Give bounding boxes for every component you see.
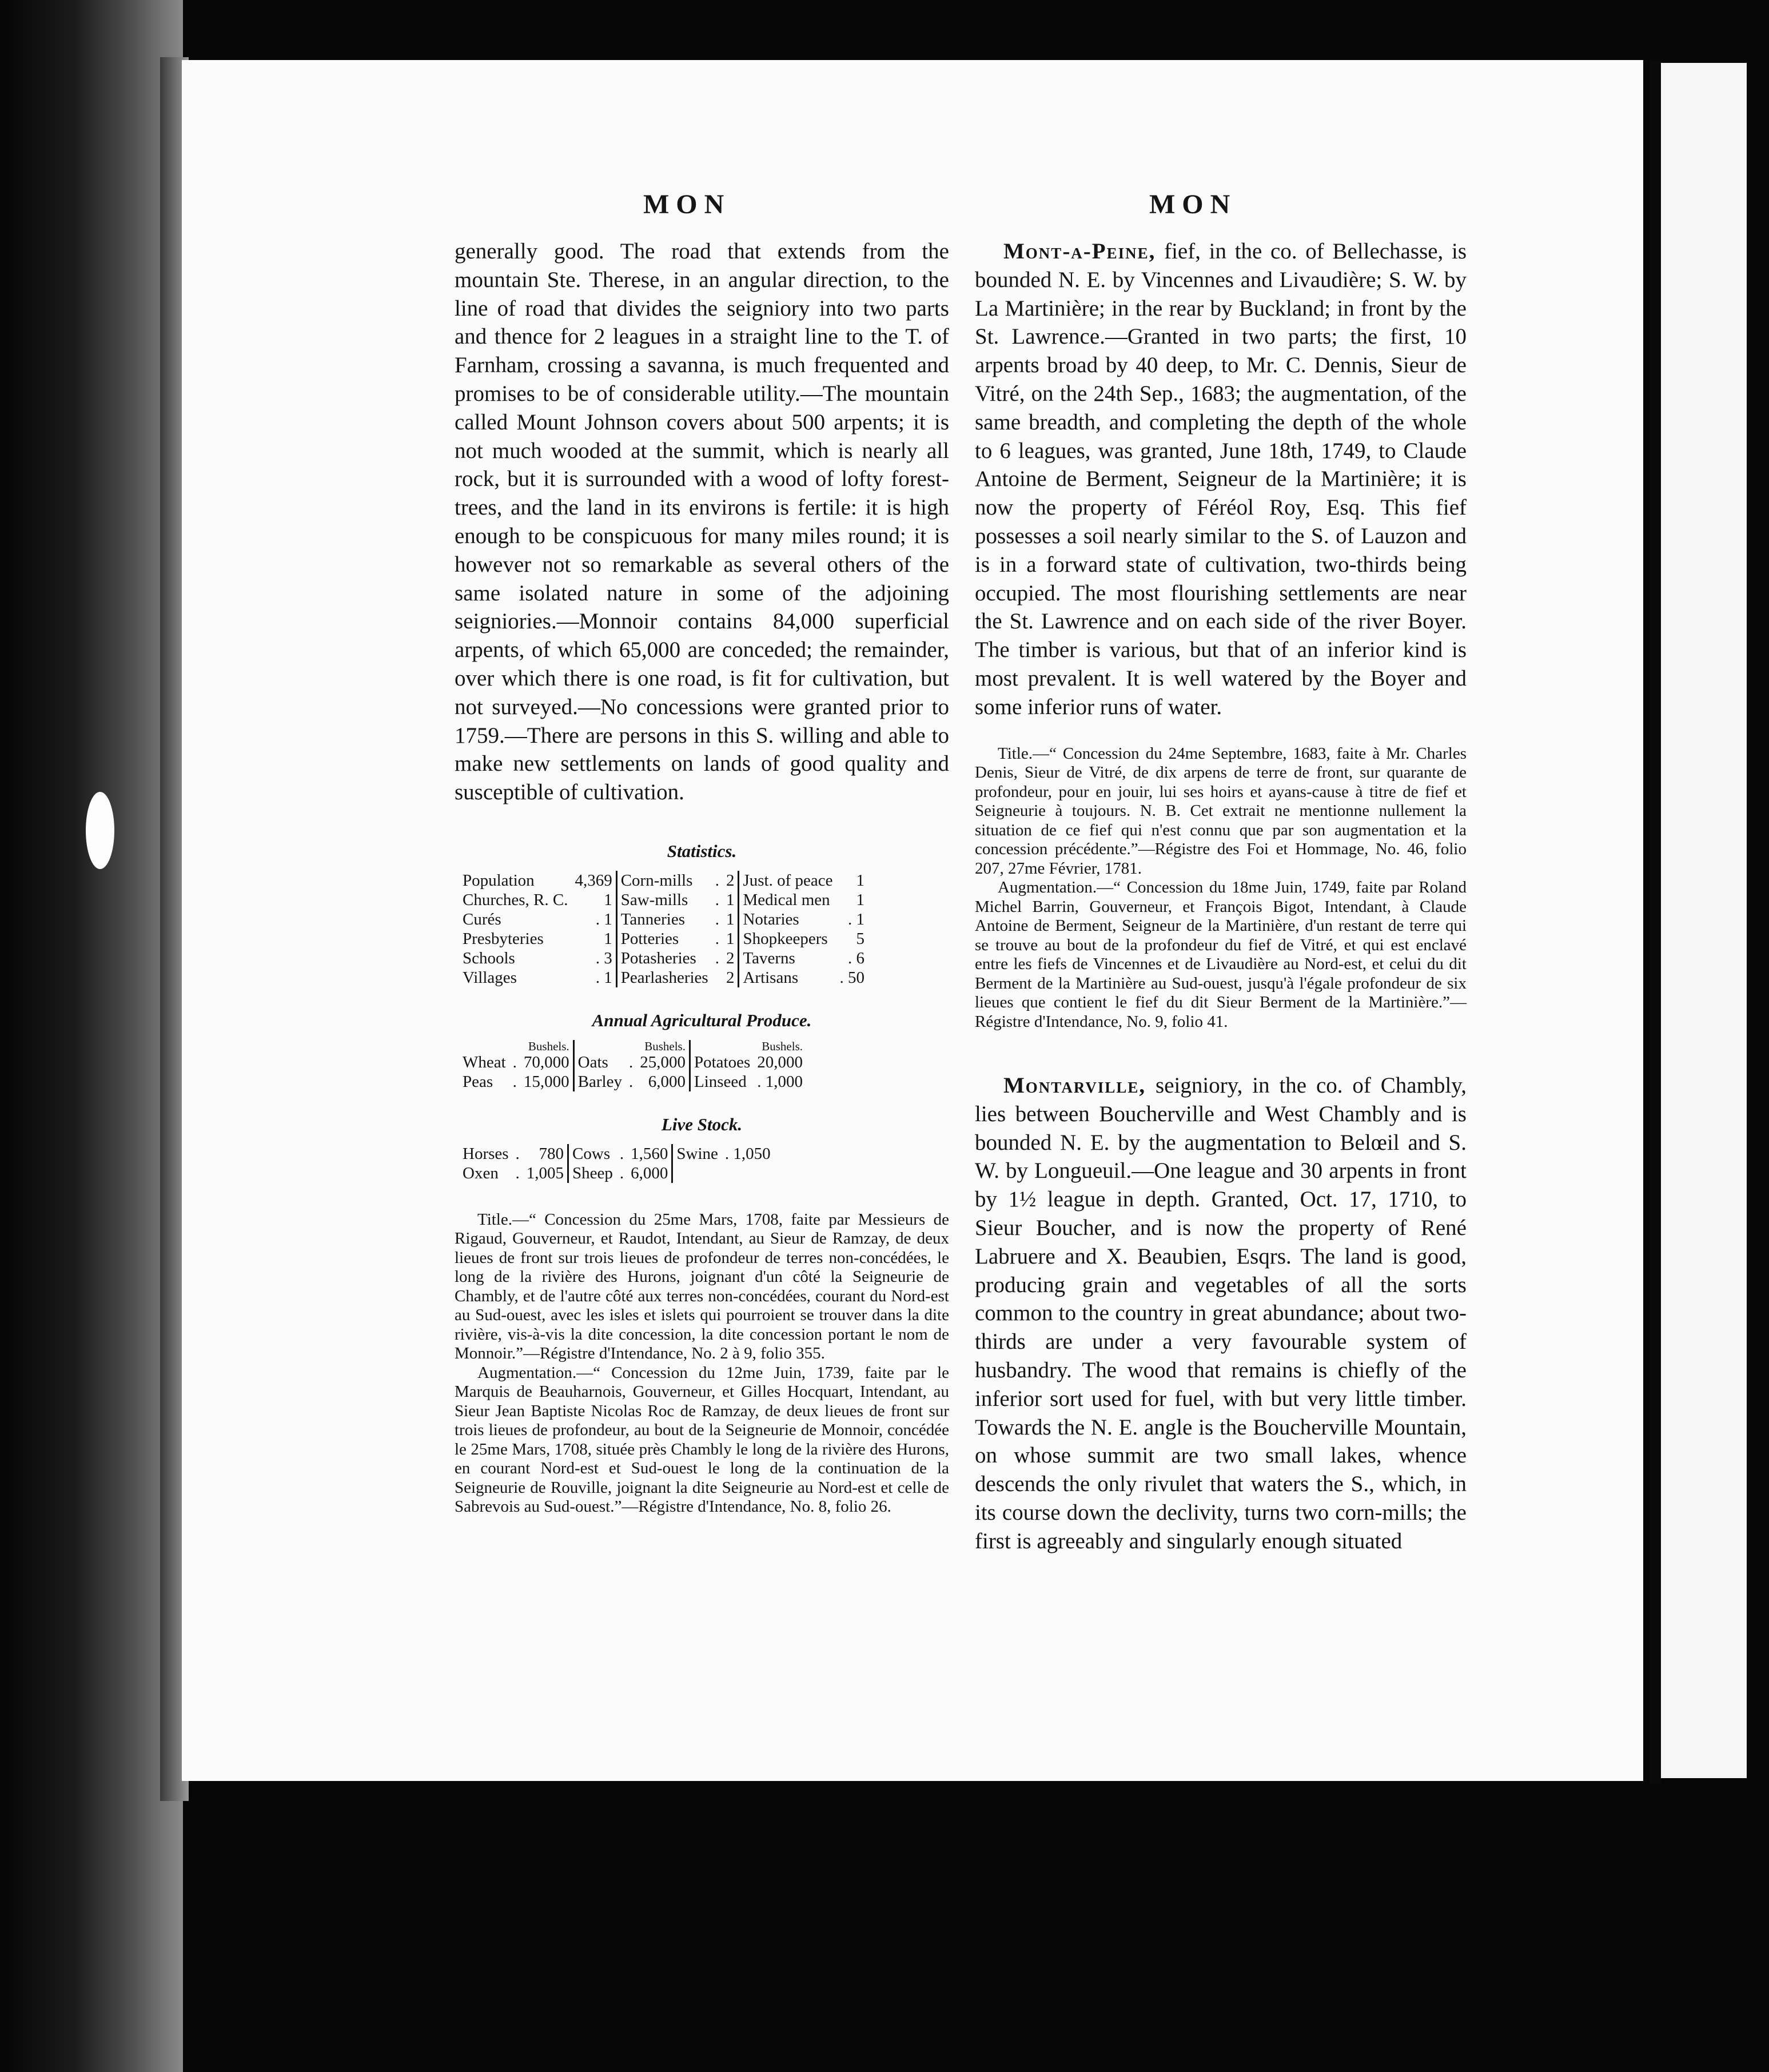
table-cell: Artisans: [743, 968, 799, 987]
table-cell: Potasheries: [620, 949, 696, 967]
entry-text: seigniory, in the co. of Chambly, lies between Boucherville and West Chambly and is bounded N. E. by the augmentation to Belœil and S. W. by Longueuil.—One league and 30 arpents in front by 1½ league in depth. Granted, Oct. 17, 1710, to Sieur Boucher, and is now the property of René Labruere and X. Beaubien, Esqrs. The land is good, producing grain and vegetables of all the sorts common to the country in great abundance; about two-thirds are under a very favourable system of husbandry. The wood that remains is chiefly of the inferior sort used for fuel, with but very little timber. Towards the N. E. angle is the Boucherville Mountain, on whose summit are two small lakes, whence descends the only rivulet that waters the S., which, in its course down the declivity, turns two corn-mills; the first is agreeably and singularly enough situated: [975, 1073, 1467, 1553]
table-cell: Swine: [676, 1144, 718, 1163]
right-column: [975, 237, 1467, 1556]
table-cell: .: [715, 890, 719, 909]
table-cell: Sheep: [572, 1163, 613, 1182]
table-cell: Cows: [572, 1144, 611, 1163]
right-running-head: MON: [1149, 189, 1237, 220]
table-cell: 1: [571, 890, 616, 910]
left-body: [455, 237, 949, 807]
table-cell: Oats: [577, 1053, 608, 1071]
table-cell: 1: [723, 929, 739, 949]
table-cell: [625, 1040, 636, 1053]
table-cell: 1,560: [627, 1144, 672, 1163]
table-cell: 1: [571, 929, 616, 949]
table-cell: Taverns: [743, 949, 795, 967]
title-note: Title.—“ Concession du 25me Mars, 1708, faite par Messieurs de Rigaud, Gouverneur, et Raudot, Intendant, au Sieur de Ramzay, de deux lieues de front sur trois lieues de profondeur de terres non-concédées, le long de la rivière des Hurons, joignant d'un côté la Seigneurie de Chambly, et de l'autre côté aux terres non-concédées, courant du Nord-est au Sud-ouest, avec les isles et islets qui pourroient se trouver dans la dite rivière, vis-à-vis la dite concession, la dite concession portant le nom de Monnoir.”—Régistre d'Intendance, No. 2 à 9, folio 355.: [455, 1210, 949, 1363]
entry-mont-a-peine: [975, 237, 1467, 722]
table-cell: . 3: [571, 949, 616, 968]
table-cell: .: [512, 1053, 517, 1071]
table-cell: [573, 1040, 625, 1053]
table-cell: 2: [723, 871, 739, 890]
table-cell: Corn-mills: [620, 871, 693, 890]
table-row: [459, 929, 868, 949]
table-cell: 25,000: [636, 1053, 690, 1072]
augmentation-note: Augmentation.—“ Concession du 18me Juin, 1749, faite par Roland Michel Barrin, Gouverneur, et François Bigot, Intendant, à Claude Antoine de Berment, Seigneur de la Martinière, d'un restant de terre qui se trouve au bout de la profondeur du fief de Vitré, et qui est enclavé entre les fiefs de Vincennes et de Livaudière au Nord-est, et celui du dit Berment de la Martinière au Sud-ouest, jusqu'à l'égale profondeur de six lieues que contient le fief du dit Sieur Berment de la Martinière.”—Régistre d'Intendance, No. 9, folio 41.: [975, 878, 1467, 1031]
table-cell: 2: [723, 968, 739, 987]
table-cell: Bushels.: [762, 1039, 803, 1053]
entry-name: Mont-a-Peine,: [1003, 239, 1156, 264]
table-cell: [722, 1163, 774, 1183]
statistics-title: Statistics.: [667, 840, 737, 861]
table-cell: 15,000: [520, 1072, 573, 1091]
table-cell: .: [715, 871, 719, 890]
table-cell: . 1: [848, 910, 864, 929]
table-cell: Curés: [463, 910, 501, 929]
table-cell: 6,000: [636, 1072, 690, 1091]
table-cell: .: [619, 1144, 624, 1163]
livestock-body: [459, 1144, 774, 1183]
table-cell: [459, 1040, 509, 1053]
left-column: [455, 237, 949, 1517]
table-cell: . 6: [848, 949, 864, 967]
right-notes-1: [975, 744, 1467, 1032]
table-cell: .: [515, 1163, 520, 1182]
table-cell: [509, 1040, 520, 1053]
table-row: [459, 871, 868, 890]
table-cell: Shopkeepers: [743, 929, 828, 948]
table-cell: Bushels.: [520, 1040, 573, 1053]
table-cell: .: [715, 929, 719, 948]
table-cell: 780: [523, 1144, 568, 1163]
table-cell: .: [628, 1072, 634, 1091]
table-cell: Wheat: [463, 1053, 506, 1071]
table-row: [459, 949, 868, 968]
statistics-table: [459, 871, 868, 987]
table-cell: Population: [463, 871, 535, 890]
table-cell: Potatoes: [694, 1053, 751, 1071]
table-cell: .: [515, 1144, 520, 1163]
table-cell: Barley: [577, 1072, 622, 1091]
table-cell: Churches, R. C.: [463, 890, 568, 909]
table-cell: . 1: [571, 968, 616, 987]
entry-montarville: [975, 1071, 1467, 1556]
left-running-head: MON: [643, 189, 731, 220]
table-cell: Notaries: [743, 910, 799, 929]
table-cell: Oxen: [463, 1163, 499, 1182]
livestock-table: [459, 1144, 774, 1183]
punch-hole: [86, 792, 114, 869]
table-cell: . 1,000: [757, 1072, 803, 1091]
table-cell: . 1: [571, 910, 616, 929]
table-row: [459, 1053, 806, 1072]
table-cell: 1,005: [523, 1163, 568, 1183]
table-cell: 5: [856, 929, 864, 948]
left-paragraph: generally good. The road that extends from the mountain Ste. Therese, in an angular direction, to the line of road that divides the seigniory into two parts and thence for 2 leagues in a straight line to the T. of Farnham, crossing a savanna, is much frequented and promises to be of considerable utility.—The mountain called Mount Johnson covers about 500 arpents; it is not much wooded at the summit, which is nearly all rock, but it is surrounded with a wood of lofty forest-trees, and the land in its environs is fertile: it is high enough to be conspicuous for many miles round; it is however not so remarkable as several others of the same isolated nature in some of the adjoining seigniories.—Monnoir contains 84,000 superficial arpents, of which 65,000 are conceded; the remainder, over which there is one road, is fit for cultivation, but not surveyed.—No concessions were granted prior to 1759.—There are persons in this S. willing and able to make new settlements on lands of good quality and susceptible of cultivation.: [455, 239, 949, 805]
table-cell: Schools: [463, 949, 515, 967]
table-cell: Villages: [463, 968, 517, 987]
table-cell: [690, 1040, 754, 1053]
entry-text: fief, in the co. of Bellechasse, is bounded N. E. by Vincennes and Livaudière; S. W. by La Martinière; in the rear by Buckland; in front by the St. Lawrence.—Granted in two parts; the first, 10 arpents broad by 40 deep, to Mr. C. Dennis, Sieur de Vitré, on the 24th Sep., 1683; the augmentation, of the same breadth, and completing the depth of the whole to 6 leagues, was granted, June 18th, 1749, to Claude Antoine de Berment, Seigneur de la Martinière; it is now the property of Féréol Roy, Esq. This fief possesses a soil nearly similar to the S. of Lauzon and is in a forward state of cultivation, two-thirds being occupied. The most flourishing settlements are near the St. Lawrence and on each side of the river Boyer. The timber is various, but that of an inferior kind is most prevalent. It is well watered by the Boyer and some inferior runs of water.: [975, 239, 1467, 719]
statistics-body: [459, 871, 868, 987]
table-cell: Tanneries: [620, 910, 686, 929]
scanner-border: [0, 0, 183, 2072]
table-cell: 1: [856, 871, 864, 890]
table-cell: Saw-mills: [620, 890, 688, 909]
produce-table: [459, 1040, 806, 1091]
table-cell: Medical men: [743, 890, 830, 909]
table-cell: [712, 968, 723, 987]
table-cell: .: [628, 1053, 634, 1071]
produce-title: Annual Agricultural Produce.: [592, 1010, 812, 1030]
augmentation-note: Augmentation.—“ Concession du 12me Juin, 1739, faite par le Marquis de Beauharnois, Gouverneur, et Gilles Hocquart, Intendant, au Sieur Jean Baptiste Nicolas Roc de Ramzay, de deux lieues de front sur trois lieues de profondeur, au bout de la Seigneurie de Monnoir, concédée le 25me Mars, 1708, située près Chambly le long de la rivière des Hurons, en courant Nord-est et Sud-ouest le long de la continuation de la Seigneurie de Rouville, joignant la dite Seigneurie au Nord-est et celle de Sabrevois au Sud-ouest.”—Régistre d'Intendance, No. 8, folio 26.: [455, 1363, 949, 1516]
table-cell: 2: [723, 949, 739, 968]
entry-name: Montarville,: [1003, 1073, 1146, 1098]
table-row: [459, 910, 868, 929]
table-cell: Pearlasheries: [620, 968, 708, 987]
table-row: [459, 890, 868, 910]
table-cell: 1: [856, 890, 864, 909]
table-cell: .: [715, 910, 719, 929]
next-page-strip: [1661, 63, 1747, 1778]
table-cell: 1: [723, 890, 739, 910]
table-cell: . 50: [839, 968, 864, 987]
table-cell: . 1,050: [724, 1144, 771, 1163]
table-cell: Peas: [463, 1072, 493, 1091]
table-cell: 6,000: [627, 1163, 672, 1183]
table-header-row: [459, 1040, 806, 1053]
produce-body: [459, 1040, 806, 1091]
table-cell: .: [619, 1163, 624, 1182]
table-cell: 1: [723, 910, 739, 929]
table-cell: 20,000: [757, 1053, 803, 1071]
gutter-shadow: [1650, 60, 1661, 1784]
table-cell: Presbyteries: [463, 929, 544, 948]
table-cell: 70,000: [520, 1053, 573, 1072]
table-cell: 4,369: [571, 871, 616, 890]
table-row: [459, 1072, 806, 1091]
table-row: [459, 1144, 774, 1163]
left-notes: [455, 1210, 949, 1517]
table-row: [459, 968, 868, 987]
title-note: Title.—“ Concession du 24me Septembre, 1683, faite à Mr. Charles Denis, Sieur de Vitré, de dix arpens de terre de front, sur quarante de profondeur, pour en jouir, lui ses hoirs et ayans-cause à titre de fief et Seigneurie à toujours. N. B. Cet extrait ne mentionne nullement la situation de ce fief qui n'est connu que par son augmentation et la concession précédente.”—Régistre des Foi et Hommage, No. 46, folio 207, 27me Février, 1781.: [975, 744, 1467, 878]
table-cell: [672, 1163, 722, 1183]
table-cell: .: [715, 949, 719, 967]
table-cell: Potteries: [620, 929, 679, 948]
table-cell: Linseed: [694, 1072, 747, 1091]
table-cell: Just. of peace: [743, 871, 833, 890]
table-cell: Horses: [463, 1144, 509, 1163]
table-cell: .: [512, 1072, 517, 1091]
table-cell: Bushels.: [636, 1040, 690, 1053]
livestock-title: Live Stock.: [661, 1114, 743, 1134]
table-row: [459, 1163, 774, 1183]
